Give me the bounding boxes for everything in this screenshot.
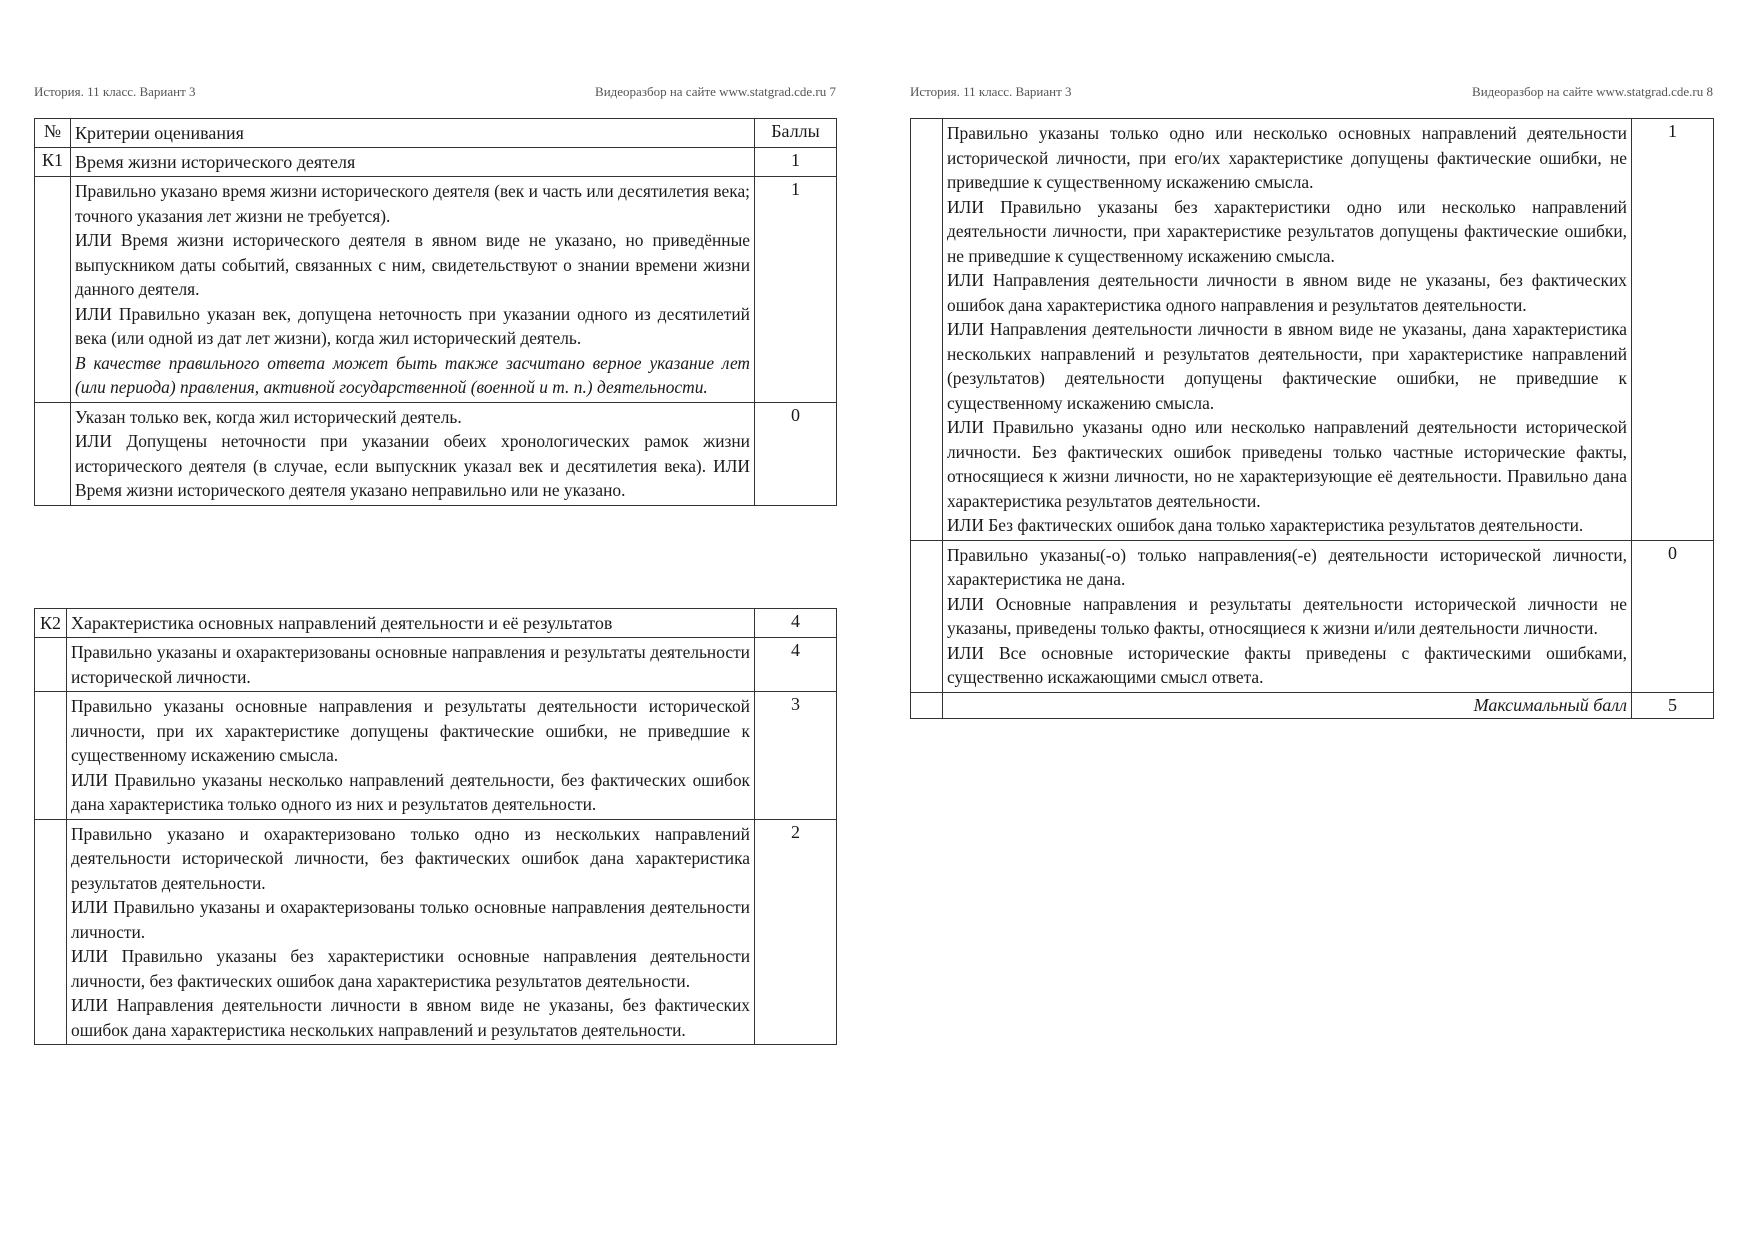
- k1-title-row: [35, 148, 837, 177]
- criterion-points: 0: [755, 402, 837, 505]
- criterion-text: Правильно указаны только одно или несколько основных направлений деятельности исторической личности, при его/их характеристике допущены фактические ошибки, не приведшие к существенному искажению смысла. ИЛИ Правильно указаны без характеристики одно или несколько направлений деятельности личности, при характеристике результатов допущены фактические ошибки, не приведшие к существенному искажению смысла. ИЛИ Направления деятельности личности в явном виде не указаны, без фактических ошибок дана характеристика одного направления и результатов деятельности. ИЛИ Направления деятельности личности в явном виде не указаны, дана характеристика нескольких направлений и результатов деятельности, при характеристике направлений (результатов) деятельности допущены фактические ошибки, не приведшие к существенному искажению смысла. ИЛИ Правильно указаны одно или несколько направлений деятельности исторической личности. Без фактических ошибок приведены только частные исторические факты, относящиеся к жизни личности, но не характеризующие её деятельности. Правильно дана характеристика результатов деятельности. ИЛИ Без фактических ошибок дана только характеристика результатов деятельности.: [943, 119, 1632, 541]
- table-row: [35, 692, 837, 820]
- k1-title: Время жизни исторического деятеля: [71, 148, 755, 177]
- table-row: [35, 402, 837, 505]
- table-header-row: [35, 119, 837, 148]
- header-title: История. 11 класс. Вариант 3: [910, 84, 1072, 99]
- table-row: [35, 638, 837, 692]
- criterion-points: 1: [755, 177, 837, 403]
- max-score-value: 5: [1632, 692, 1714, 718]
- criterion-points: 2: [755, 819, 837, 1045]
- k2-code: К2: [35, 609, 67, 638]
- criterion-points: 3: [755, 692, 837, 820]
- criterion-text: Правильно указаны(-о) только направления(-е) деятельности исторической личности, характеристика не дана. ИЛИ Основные направления и результаты деятельности исторической личности не указаны, приведены только факты, относящиеся к жизни и/или деятельности личности. ИЛИ Все основные исторические факты приведены с фактическими ошибками, существенно искажающими смысл ответа.: [943, 540, 1632, 692]
- criterion-text: Правильно указано время жизни исторического деятеля (век и часть или десятилетия века; точного указания лет жизни не требуется). ИЛИ Время жизни исторического деятеля в явном виде не указано, но приведённые выпускником даты событий, связанных с ним, свидетельствуют о знании времени жизни данного деятеля. ИЛИ Правильно указан век, допущена неточность при указании одного из десятилетий века (или одной из дат лет жизни), когда жил исторический деятель. В качестве правильного ответа может быть также засчитано верное указание лет (или периода) правления, активной государственной (военной и т. п.) деятельности.: [71, 177, 755, 403]
- k2-max-points: 4: [755, 609, 837, 638]
- col-criteria-header: Критерии оценивания: [71, 119, 755, 148]
- criterion-note: В качестве правильного ответа может быть также засчитано верное указание лет (или периода) правления, активной государственной (военной и т. п.) деятельности.: [75, 352, 750, 397]
- criterion-points: 0: [1632, 540, 1714, 692]
- criteria-table-k1: [34, 118, 837, 506]
- criterion-text: Указан только век, когда жил исторический деятель. ИЛИ Допущены неточности при указании обеих хронологических рамок жизни исторического деятеля (в случае, если выпускник указал век и десятилетия века). ИЛИ Время жизни исторического деятеля указано неправильно или не указано.: [71, 402, 755, 505]
- table-row: [35, 819, 837, 1045]
- k2-title: Характеристика основных направлений деятельности и её результатов: [67, 609, 755, 638]
- max-score-row: [911, 692, 1714, 718]
- criterion-text: Правильно указаны основные направления и результаты деятельности исторической личности, при их характеристике допущены фактические ошибки, не приведшие к существенному искажению смысла. ИЛИ Правильно указаны несколько направлений деятельности, без фактических ошибок дана характеристика только одного из них и результатов деятельности.: [67, 692, 755, 820]
- table-row: [35, 177, 837, 403]
- k2-title-row: [35, 609, 837, 638]
- criterion-text: Правильно указаны и охарактеризованы основные направления и результаты деятельности исторической личности.: [67, 638, 755, 692]
- criterion-points: 4: [755, 638, 837, 692]
- k1-max-points: 1: [755, 148, 837, 177]
- k1-code: К1: [35, 148, 71, 177]
- page-header: [910, 84, 1713, 104]
- header-title: История. 11 класс. Вариант 3: [34, 84, 196, 99]
- criterion-text: Правильно указано и охарактеризовано только одно из нескольких направлений деятельности исторической личности, без фактических ошибок дана характеристика результатов деятельности. ИЛИ Правильно указаны и охарактеризованы только основные направления деятельности личности. ИЛИ Правильно указаны без характеристики основные направления деятельности личности, без фактических ошибок дана характеристика результатов деятельности. ИЛИ Направления деятельности личности в явном виде не указаны, без фактических ошибок дана характеристика нескольких направлений и результатов деятельности.: [67, 819, 755, 1045]
- col-points-header: Баллы: [755, 119, 837, 148]
- criteria-table-k2-continued: [910, 118, 1714, 719]
- page-header: [34, 84, 836, 104]
- col-num-header: №: [35, 119, 71, 148]
- header-video-link: Видеоразбор на сайте www.statgrad.cde.ru 8: [1472, 84, 1713, 99]
- header-video-link: Видеоразбор на сайте www.statgrad.cde.ru 7: [595, 84, 836, 99]
- max-score-label: Максимальный балл: [943, 692, 1632, 718]
- table-row: [911, 119, 1714, 541]
- criteria-table-k2: [34, 608, 837, 1045]
- table-row: [911, 540, 1714, 692]
- criterion-points: 1: [1632, 119, 1714, 541]
